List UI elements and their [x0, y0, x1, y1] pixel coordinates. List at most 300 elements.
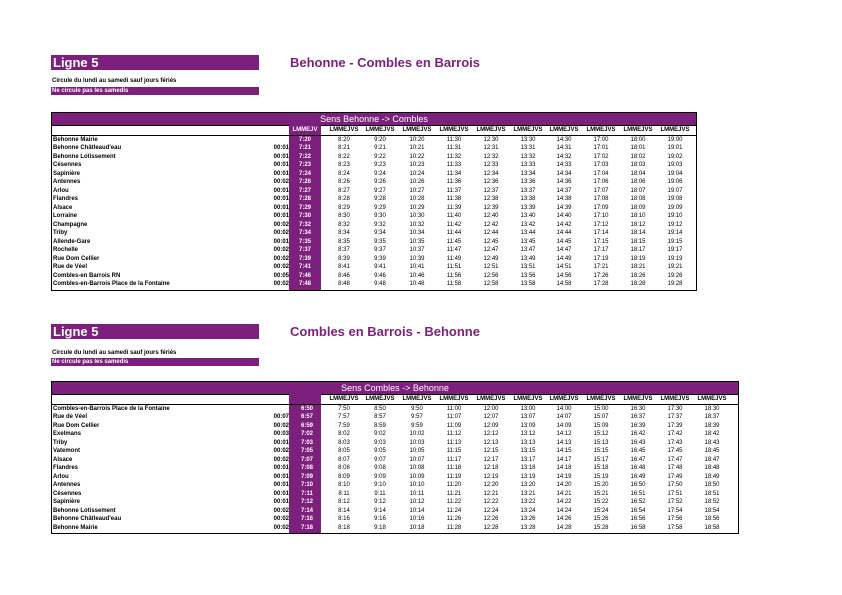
departure-time: 15:00	[593, 405, 609, 412]
departure-time: 8:28	[338, 196, 350, 202]
departure-time: 6:57	[300, 414, 313, 420]
departure-time: 13:38	[520, 196, 536, 202]
departure-time: 15:26	[593, 516, 609, 522]
departure-time: 17:48	[667, 465, 683, 471]
departure-time: 13:36	[520, 179, 536, 185]
departure-time: 7:10	[300, 482, 313, 488]
stop-name: Rochelle	[53, 247, 79, 253]
travel-time: 00:01	[273, 187, 289, 194]
departure-time: 12:28	[483, 524, 499, 531]
departure-time: 11:20	[446, 482, 462, 488]
departure-time: 17:08	[593, 196, 609, 202]
day-label: LMMEJVS	[660, 127, 690, 133]
timetable	[51, 381, 739, 534]
departure-time: 7:23	[298, 162, 311, 168]
departure-time: 15:13	[593, 439, 609, 446]
departure-time: 11:34	[446, 170, 462, 177]
stop-name: Antennes	[53, 179, 81, 185]
departure-time: 13:07	[520, 414, 536, 420]
departure-time: 11:21	[446, 490, 462, 497]
departure-time: 8:22	[338, 153, 350, 160]
timetable-row	[52, 263, 696, 272]
departure-time: 9:16	[374, 516, 386, 522]
departure-time: 13:00	[520, 405, 536, 412]
departure-time: 7:08	[300, 465, 313, 471]
departure-time: 19:19	[667, 255, 683, 262]
departure-time: 12:45	[483, 238, 499, 245]
departure-time: 18:56	[704, 516, 720, 522]
timetable-row	[52, 272, 696, 281]
timetable-row	[52, 238, 696, 247]
travel-time: 00:01	[273, 162, 289, 168]
day-label: LMMEJVS	[549, 396, 579, 402]
departure-time: 7:09	[300, 473, 313, 480]
departure-time: 7:57	[338, 414, 350, 420]
departure-time: 12:26	[483, 516, 499, 522]
departure-time: 11:38	[446, 196, 462, 202]
departure-time: 14:00	[556, 405, 572, 412]
departure-time: 8:26	[338, 179, 350, 185]
departure-time: 10:07	[409, 456, 425, 463]
departure-time: 15:12	[593, 431, 609, 437]
day-label: LMMEJVS	[402, 396, 432, 402]
departure-time: 7:29	[298, 204, 311, 211]
departure-time: 16:48	[630, 465, 646, 471]
departure-time: 9:08	[374, 465, 386, 471]
travel-time: 00:01	[273, 145, 289, 151]
timetable-row	[52, 170, 696, 179]
departure-time: 17:28	[593, 281, 609, 287]
departure-time: 19:15	[667, 238, 683, 245]
travel-time: 00:01	[273, 204, 289, 211]
departure-time: 14:19	[556, 473, 572, 480]
stop-name: Flandres	[53, 196, 79, 202]
departure-time: 18:19	[630, 255, 646, 262]
departure-time: 8:16	[338, 516, 350, 522]
timetable-row	[52, 246, 696, 255]
travel-time: 00:03	[273, 431, 289, 437]
stop-name: Behonne Mairie	[53, 136, 98, 143]
departure-time: 10:18	[409, 524, 425, 531]
stop-name: Combles-en-Barrois Place de la Fontaine	[53, 405, 170, 412]
departure-time: 13:21	[520, 490, 536, 497]
departure-time: 12:34	[483, 170, 499, 177]
departure-time: 9:21	[374, 145, 386, 151]
stop-name: Champagne	[53, 221, 88, 228]
departure-time: 18:54	[704, 507, 720, 514]
departure-time: 8:39	[338, 255, 350, 262]
timetable-row	[52, 229, 696, 238]
departure-time: 11:37	[446, 187, 462, 194]
timetable-row	[52, 413, 738, 422]
departure-time: 8:03	[338, 439, 350, 446]
departure-time: 10:26	[409, 179, 425, 185]
departure-time: 10:34	[409, 230, 425, 236]
travel-time: 00:01	[273, 473, 289, 480]
travel-time: 00:01	[273, 153, 289, 160]
stop-name: Césennes	[53, 162, 82, 168]
travel-time: 00:01	[273, 213, 289, 219]
departure-time: 11:42	[446, 221, 462, 228]
departure-time: 11:47	[446, 247, 462, 253]
departure-time: 11:17	[446, 456, 462, 463]
departure-time: 10:28	[409, 196, 425, 202]
timetable-row	[52, 447, 738, 456]
departure-time: 18:06	[630, 179, 646, 185]
travel-time: 00:01	[273, 439, 289, 446]
departure-time: 15:24	[593, 507, 609, 514]
departure-time: 8:35	[338, 238, 350, 245]
departure-time: 14:33	[556, 162, 572, 168]
departure-time: 14:17	[556, 456, 572, 463]
timetable-row	[52, 136, 696, 145]
route-title: Combles en Barrois - Behonne	[290, 324, 480, 339]
departure-time: 14:32	[556, 153, 572, 160]
stop-name: Rue de Véel	[53, 264, 88, 270]
departure-time: 10:37	[409, 247, 425, 253]
departure-time: 9:23	[374, 162, 386, 168]
departure-time: 17:30	[667, 405, 683, 412]
departure-time: 18:58	[704, 524, 720, 531]
timetable-row	[52, 195, 696, 204]
departure-time: 10:12	[409, 499, 425, 505]
departure-time: 8:05	[338, 448, 350, 454]
departure-time: 8:32	[338, 221, 350, 228]
departure-time: 10:10	[409, 482, 425, 488]
day-label: LMMEJVS	[513, 396, 543, 402]
departure-time: 10:35	[409, 238, 425, 245]
day-label: LMMEJVS	[623, 127, 653, 133]
departure-time: 19:02	[667, 153, 683, 160]
departure-time: 14:44	[556, 230, 572, 236]
departure-time: 13:40	[520, 213, 536, 219]
departure-time: 10:09	[409, 473, 425, 480]
departure-time: 7:21	[298, 145, 311, 151]
departure-time: 16:49	[630, 473, 646, 480]
timetable-row	[52, 456, 738, 465]
departure-time: 13:33	[520, 162, 536, 168]
departure-time: 8:29	[338, 204, 350, 211]
departure-time: 11:49	[446, 255, 462, 262]
departure-time: 14:13	[556, 439, 572, 446]
day-label: LMMEJVS	[586, 127, 616, 133]
departure-time: 11:15	[446, 448, 462, 454]
departure-time: 12:09	[483, 422, 499, 429]
departure-time: 14:28	[556, 524, 572, 531]
departure-time: 16:51	[630, 490, 646, 497]
departure-time: 19:07	[667, 187, 683, 194]
timetable	[51, 112, 697, 291]
stop-name: Exelmans	[53, 431, 82, 437]
timetable-row	[52, 507, 738, 516]
departure-time: 17:43	[667, 439, 683, 446]
travel-time: 00:01	[273, 170, 289, 177]
departure-time: 9:20	[374, 136, 386, 143]
timetable-row	[52, 430, 738, 439]
departure-time: 9:29	[374, 204, 386, 211]
stop-name: Arlou	[53, 473, 69, 480]
departure-time: 15:22	[593, 499, 609, 505]
stop-name: Césennes	[53, 490, 82, 497]
departure-time: 8:02	[338, 431, 350, 437]
departure-time: 13:56	[520, 272, 536, 279]
travel-time: 00:02	[273, 255, 289, 262]
days-header-row	[52, 126, 696, 136]
departure-time: 9:09	[374, 473, 386, 480]
departure-time: 16:45	[630, 448, 646, 454]
departure-time: 18:09	[630, 204, 646, 211]
departure-time: 10:21	[409, 145, 425, 151]
departure-time: 11:44	[446, 230, 462, 236]
departure-time: 11:30	[446, 136, 462, 143]
departure-time: 8:10	[338, 482, 350, 488]
departure-time: 12:39	[483, 204, 499, 211]
departure-time: 16:58	[630, 524, 646, 531]
departure-time: 17:52	[667, 499, 683, 505]
departure-time: 14:45	[556, 238, 572, 245]
departure-time: 18:04	[630, 170, 646, 177]
day-label: LMMEJVS	[513, 127, 543, 133]
departure-time: 12:12	[483, 431, 499, 437]
travel-time: 00:02	[273, 179, 289, 185]
departure-time: 19:14	[667, 230, 683, 236]
departure-time: 19:28	[667, 281, 683, 287]
departure-time: 9:30	[374, 213, 386, 219]
departure-time: 15:28	[593, 524, 609, 531]
departure-time: 18:17	[630, 247, 646, 253]
departure-time: 18:15	[630, 238, 646, 245]
timetable-row	[52, 221, 696, 230]
departure-time: 7:46	[298, 272, 311, 279]
departure-time: 9:14	[374, 507, 386, 514]
departure-time: 9:05	[374, 448, 386, 454]
departure-time: 14:38	[556, 196, 572, 202]
departure-time: 16:37	[630, 414, 646, 420]
service-note: Circule du lundi au samedi sauf jours fériés	[52, 78, 177, 84]
stop-name: Sapinière	[53, 499, 81, 505]
departure-time: 11:00	[446, 405, 462, 412]
travel-time: 00:01	[273, 482, 289, 488]
timetable-row	[52, 212, 696, 221]
departure-time: 10:14	[409, 507, 425, 514]
day-label: LMMEJVS	[623, 396, 653, 402]
departure-time: 18:43	[704, 439, 720, 446]
departure-time: 8:27	[338, 187, 350, 194]
departure-time: 6:59	[300, 422, 313, 429]
departure-time: 19:17	[667, 247, 683, 253]
departure-time: 18:50	[704, 482, 720, 488]
departure-time: 13:45	[520, 238, 536, 245]
line-badge: Ligne 5	[51, 324, 259, 339]
departure-time: 10:30	[409, 213, 425, 219]
departure-time: 9:03	[374, 439, 386, 446]
stop-name: Vatemont	[53, 448, 81, 454]
departure-time: 10:29	[409, 204, 425, 211]
travel-time: 00:02	[273, 524, 289, 531]
route-title: Behonne - Combles en Barrois	[290, 55, 480, 70]
departure-time: 17:14	[593, 230, 609, 236]
departure-time: 19:08	[667, 196, 683, 202]
departure-time: 12:49	[483, 255, 499, 262]
departure-time: 10:22	[409, 153, 425, 160]
departure-time: 11:18	[446, 465, 462, 471]
travel-time: 00:02	[273, 264, 289, 270]
departure-time: 18:42	[704, 431, 720, 437]
service-note-highlight: Ne circule pas les samedis	[51, 358, 259, 366]
departure-time: 10:41	[409, 264, 425, 270]
departure-time: 8:21	[338, 145, 350, 151]
stop-name: Combles-en Barrois RN	[53, 272, 121, 279]
departure-time: 16:42	[630, 431, 646, 437]
day-label: LMMEJVS	[586, 396, 616, 402]
travel-time: 00:02	[273, 516, 289, 522]
departure-time: 8:41	[338, 264, 350, 270]
timetable-row	[52, 255, 696, 264]
departure-time: 9:18	[374, 524, 386, 531]
departure-time: 12:30	[483, 136, 499, 143]
departure-time: 10:48	[409, 281, 425, 287]
departure-time: 12:37	[483, 187, 499, 194]
travel-time: 00:02	[273, 247, 289, 253]
departure-time: 8:23	[338, 162, 350, 168]
departure-time: 7:11	[301, 490, 313, 497]
departure-time: 18:21	[630, 264, 646, 270]
departure-time: 13:18	[520, 465, 536, 471]
timetable-row	[52, 405, 738, 414]
departure-time: 17:26	[593, 272, 609, 279]
day-label: LMMEJVS	[660, 396, 690, 402]
departure-time: 12:40	[483, 213, 499, 219]
departure-time: 9:57	[411, 414, 423, 420]
departure-time: 7:05	[300, 448, 313, 454]
travel-time: 00:02	[273, 448, 289, 454]
departure-time: 11:40	[446, 213, 462, 219]
departure-time: 12:21	[483, 490, 499, 497]
departure-time: 15:09	[593, 422, 609, 429]
departure-time: 13:44	[520, 230, 536, 236]
departure-time: 10:32	[409, 221, 425, 228]
direction-header: Sens Behonne -> Combles	[52, 113, 696, 126]
departure-time: 9:34	[374, 230, 386, 236]
departure-time: 14:47	[556, 247, 572, 253]
departure-time: 8:09	[338, 473, 350, 480]
departure-time: 17:19	[593, 255, 609, 262]
departure-time: 8:11	[338, 490, 350, 497]
departure-time: 8:14	[338, 507, 350, 514]
departure-time: 12:56	[483, 272, 499, 279]
stop-name: Combles-en-Barrois Place de la Fontaine	[53, 281, 170, 287]
departure-time: 18:26	[630, 272, 646, 279]
departure-time: 14:34	[556, 170, 572, 177]
departure-time: 17:07	[593, 187, 609, 194]
departure-time: 7:07	[300, 456, 313, 463]
departure-time: 9:02	[374, 431, 386, 437]
departure-time: 13:32	[520, 153, 536, 160]
stop-name: Alsace	[53, 456, 73, 463]
day-label: LMMEJVS	[439, 396, 469, 402]
departure-time: 13:39	[520, 204, 536, 211]
departure-time: 18:03	[630, 162, 646, 168]
travel-time: 00:01	[273, 490, 289, 497]
departure-time: 18:12	[630, 221, 646, 228]
timetable-row	[52, 280, 696, 289]
departure-time: 18:51	[704, 490, 720, 497]
departure-time: 14:15	[556, 448, 572, 454]
departure-time: 9:12	[374, 499, 386, 505]
departure-time: 7:20	[298, 136, 311, 143]
departure-time: 18:45	[704, 448, 720, 454]
departure-time: 10:03	[409, 439, 425, 446]
departure-time: 18:48	[704, 465, 720, 471]
departure-time: 9:07	[374, 456, 386, 463]
stop-name: Behonne Lotissement	[53, 507, 116, 514]
departure-time: 12:47	[483, 247, 499, 253]
departure-time: 14:37	[556, 187, 572, 194]
departure-time: 10:20	[409, 136, 425, 143]
departure-time: 19:01	[667, 145, 683, 151]
departure-time: 7:22	[298, 153, 311, 160]
departure-time: 10:05	[409, 448, 425, 454]
departure-time: 19:21	[667, 264, 683, 270]
departure-time: 11:31	[446, 145, 462, 151]
departure-time: 14:24	[556, 507, 572, 514]
stop-name: Alsace	[53, 204, 73, 211]
day-label: LMMEJVS	[365, 127, 395, 133]
departure-time: 17:58	[667, 524, 683, 531]
departure-time: 11:12	[446, 431, 462, 437]
departure-time: 14:39	[556, 204, 572, 211]
departure-time: 18:02	[630, 153, 646, 160]
stop-name: Behonne Mairie	[53, 524, 98, 531]
departure-time: 9:11	[374, 490, 386, 497]
timetable-row	[52, 481, 738, 490]
departure-time: 9:10	[374, 482, 386, 488]
departure-time: 14:20	[556, 482, 572, 488]
departure-time: 12:44	[483, 230, 499, 236]
departure-time: 11:58	[446, 281, 462, 287]
travel-time: 00:01	[273, 238, 289, 245]
departure-time: 11:13	[446, 439, 462, 446]
timetable-row	[52, 153, 696, 162]
departure-time: 8:59	[374, 422, 386, 429]
departure-time: 12:00	[483, 405, 499, 412]
departure-time: 7:24	[298, 170, 311, 177]
departure-time: 13:34	[520, 170, 536, 177]
departure-time: 13:24	[520, 507, 536, 514]
departure-time: 9:28	[374, 196, 386, 202]
departure-time: 17:49	[667, 473, 683, 480]
departure-time: 7:18	[300, 524, 313, 531]
departure-time: 7:34	[298, 230, 311, 236]
departure-time: 8:30	[338, 213, 350, 219]
departure-time: 15:15	[593, 448, 609, 454]
departure-time: 12:36	[483, 179, 499, 185]
day-label: LMMEJVS	[549, 127, 579, 133]
departure-time: 18:28	[630, 281, 646, 287]
timetable-row	[52, 524, 738, 533]
day-label: LMMEJV	[292, 127, 318, 133]
day-label: LMMEJVS	[476, 396, 506, 402]
travel-time: 00:02	[273, 230, 289, 236]
departure-time: 8:34	[338, 230, 350, 236]
departure-time: 14:51	[556, 264, 572, 270]
departure-time: 9:41	[374, 264, 386, 270]
departure-time: 11:56	[446, 272, 462, 279]
departure-time: 11:26	[446, 516, 462, 522]
departure-time: 11:07	[446, 414, 462, 420]
departure-time: 9:27	[374, 187, 386, 194]
timetable-row	[52, 439, 738, 448]
